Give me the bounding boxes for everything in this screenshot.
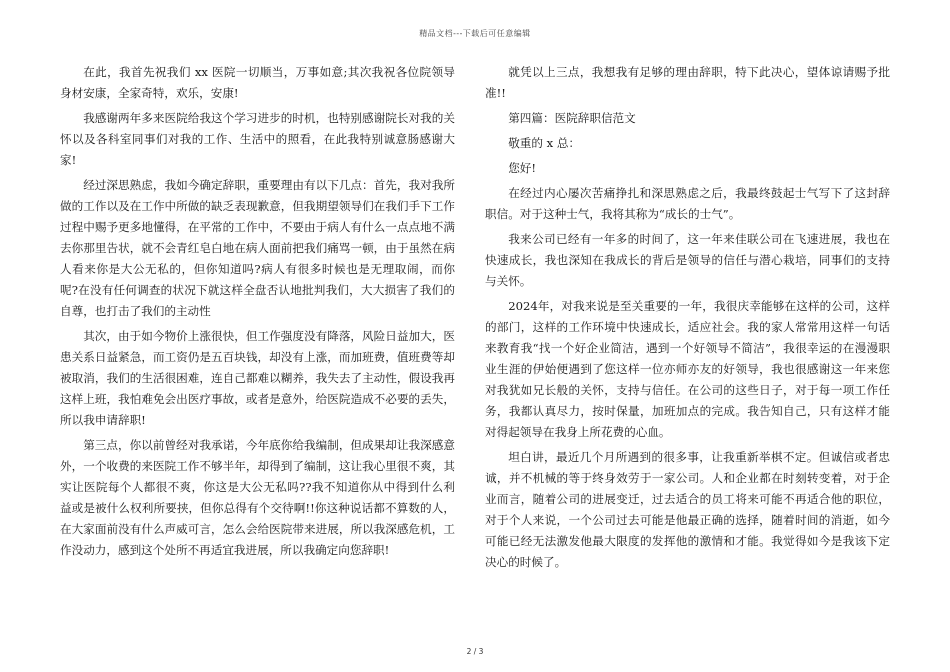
paragraph: 在此，我首先祝我们 xx 医院一切顺当，万事如意;其次我祝各位院领导身材安康，全家奇特，欢乐，安康! [60, 65, 455, 100]
right-text-column [485, 62, 890, 577]
paragraph: 第三点，你以前曾经对我承诺，今年底你给我编制，但成果却让我深感意外，一个收费的来医院工作不够半年，却得到了编制，这让我心里很不爽，其实让医院每个人都很不爽，你这是大公无私吗??我不知道你从中得到什么利益或是被什么权利所要挟，但你总得有个交待啊!!你这种说话都不算数的人，在大家面前没有什么声威可言，怎么会给医院带来进展，所以我深感危机，工作没动力，感到这个处所不再适宜我进展，所以我确定向您辞职! [60, 438, 455, 557]
left-text-column [60, 62, 455, 565]
paragraph: 我来公司已经有一年多的时间了，这一年来佳联公司在飞速进展，我也在快速成长，我也深知在我成长的背后是领导的信任与潜心栽培，同事们的支持与关怀。 [485, 232, 890, 288]
paragraph: 其次，由于如今物价上涨很快，但工作强度没有降落，风险日益加大，医患关系日益紧急，而工资仍是五百块钱，却没有上涨，而加班费，值班费等却被取消，我们的生活很困难，连自己都难以糊养，我失去了主动性，假设我再这样上班，我怕难免会出医疗事故，或者是意外，给医院造成不必要的丢失，所以我申请辞职! [60, 329, 455, 427]
page-number: 2 / 3 [466, 647, 484, 656]
section-heading: 第四篇：医院辞职信范文 [508, 111, 636, 125]
page-header: 精品文档---下载后可任意编辑 [419, 29, 531, 38]
paragraph: 我感谢两年多来医院给我这个学习进步的时机，也特别感谢院长对我的关怀以及各科室同事们对我的工作、生活中的照看，在此我特别诚意肠感谢大家! [60, 111, 455, 167]
paragraph: 坦白讲，最近几个月所遇到的很多事，让我重新举棋不定。但诚信或者忠诚，并不机械的等于终身效劳于一家公司。人和企业都在时刻转变着，对于企业而言，随着公司的进展变迁，过去适合的员工将来可能不再适合他的职位，对于个人来说，一个公司过去可能是他最正确的选择，随着时间的消逝，如今可能已经无法激发他最大限度的发挥他的激情和才能。我觉得如今是我该下定决心的时候了。 [485, 450, 890, 569]
paragraph: 在经过内心屡次苦痛挣扎和深思熟虑之后，我最终鼓起士气写下了这封辞职信。对于这种士气，我将其称为“成长的士气”。 [485, 186, 890, 221]
salutation: 敬重的 x 总： [508, 136, 581, 150]
paragraph: 经过深思熟虑，我如今确定辞职，重要理由有以下几点：首先，我对我所做的工作以及在工作中所做的缺乏表现歉意，但我期望领导们在我们手下工作过程中赐予更多地懂得，在平常的工作中，不要由于病人有什么一点点地不满去你那里告状，就不会青红皂白地在病人面前把我们痛骂一顿，由于虽然在病人看来你是大公无私的，但你知道吗?病人有很多时候也是无理取闹，而你呢?在没有任何调查的状况下就这样全盘否认地批判我们，大大损害了我们的自尊，也打击了我们的主动性 [60, 178, 455, 318]
paragraph: 就凭以上三点，我想我有足够的理由辞职，特下此决心，望体谅请赐予批准!! [485, 65, 890, 100]
greeting: 您好! [508, 161, 537, 175]
paragraph: 2024年，对我来说是至关重要的一年，我很庆幸能够在这样的公司，这样的部门，这样的工作环境中快速成长，适应社会。我的家人常常用这样一句话来教育我“找一个好企业简洁，遇到一个好领导不简洁”，我很幸运的在漫漫职业生涯的伊始便遇到了您这样一位亦师亦友的好领导，我也很感谢这一年来您对我犹如兄长般的关怀，支持与信任。在公司的这些日子，对于每一项工作任务，我都认真尽力，按时保量，加班加点的完成。我告知自己，只有这样才能对得起领导在我身上所花费的心血。 [485, 299, 890, 439]
